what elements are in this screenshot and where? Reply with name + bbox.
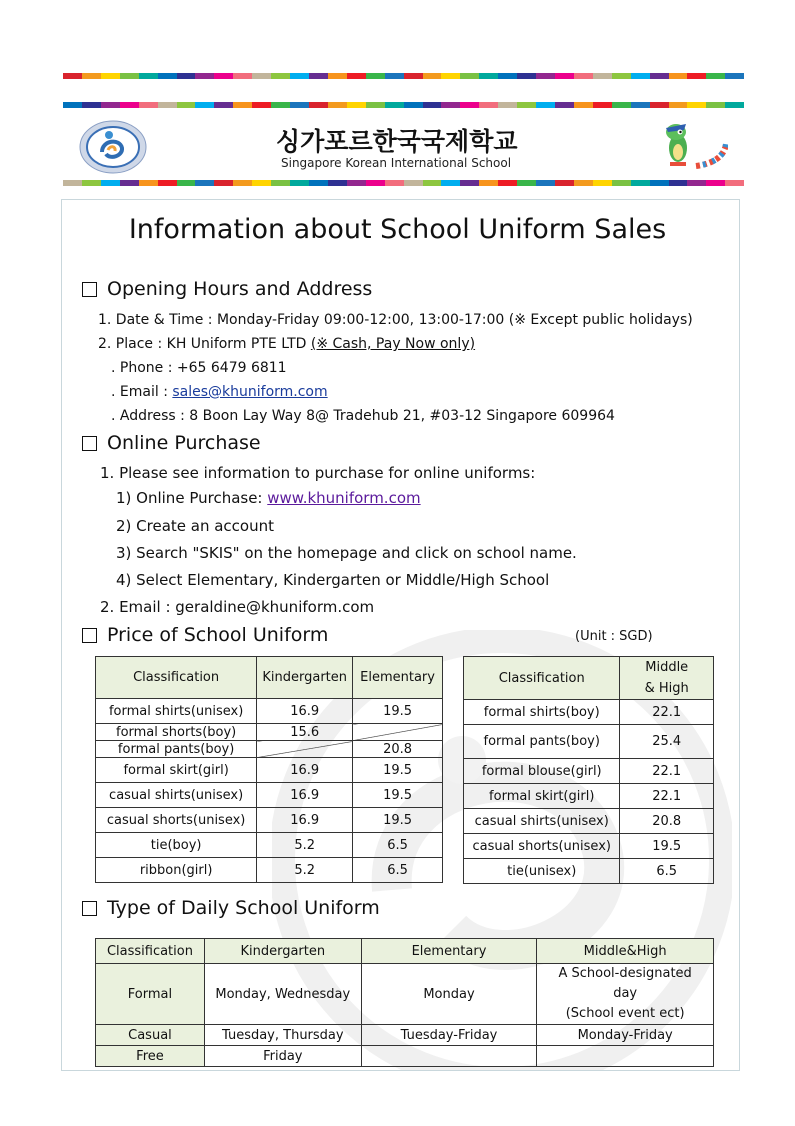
section-heading-text: Price of School Uniform [107, 624, 329, 646]
table-header-row [96, 939, 714, 964]
table-cell: 20.8 [353, 741, 443, 758]
stripe-segment [612, 102, 631, 108]
stripe-segment [574, 102, 593, 108]
section-opening-hours-heading [82, 278, 372, 300]
stripe-segment [195, 180, 214, 186]
table-row-free [96, 1046, 714, 1067]
stripe-segment [706, 180, 725, 186]
stripe-segment [498, 180, 517, 186]
cell-line: day [613, 986, 638, 1001]
stripe-segment [650, 180, 669, 186]
header-cell: Classification [96, 657, 257, 699]
school-emblem-icon [78, 120, 148, 174]
date-time-line: 1. Date & Time : Monday-Friday 09:00-12:00, 13:00-17:00 (※ Except public holidays) [98, 312, 693, 328]
stripe-segment [120, 73, 139, 79]
stripe-segment [725, 73, 744, 79]
table-cell: Friday [204, 1046, 361, 1067]
stripe-segment [555, 180, 574, 186]
table-cell: formal shorts(boy) [96, 724, 257, 741]
table-cell: tie(unisex) [464, 859, 620, 884]
cell-line: A School-designated [558, 966, 692, 981]
table-row [96, 833, 443, 858]
stripe-segment [612, 73, 631, 79]
row-label: Casual [96, 1025, 205, 1046]
table-row-casual [96, 1025, 714, 1046]
stripe-segment [290, 180, 309, 186]
online-intro-line: 1. Please see information to purchase for online uniforms: [100, 464, 536, 482]
table-row [464, 759, 714, 784]
stripe-segment [63, 102, 82, 108]
table-row-formal [96, 964, 714, 1025]
checkbox-icon [82, 436, 97, 451]
table-cell: 6.5 [620, 859, 714, 884]
stripe-segment [555, 73, 574, 79]
header-cell-middle-high [620, 657, 714, 700]
table-cell: 16.9 [257, 783, 353, 808]
place-text: 2. Place : KH Uniform PTE LTD [98, 336, 311, 352]
stripe-segment [328, 180, 347, 186]
table-cell: 22.1 [620, 700, 714, 725]
section-heading-text: Opening Hours and Address [107, 278, 373, 300]
online-step-4: 4) Select Elementary, Kindergarten or Middle/High School [116, 571, 550, 589]
stripe-segment [423, 180, 442, 186]
table-cell: casual shorts(unisex) [96, 808, 257, 833]
table-cell: 15.6 [257, 724, 353, 741]
address-line: . Address : 8 Boon Lay Way 8@ Tradehub 21, #03-12 Singapore 609964 [111, 408, 615, 424]
stripe-segment [139, 102, 158, 108]
stripe-segment [669, 180, 688, 186]
stripe-segment [460, 180, 479, 186]
table-cell: 19.5 [353, 758, 443, 783]
stripe-segment [328, 73, 347, 79]
table-header-row [464, 657, 714, 700]
stripe-segment [423, 102, 442, 108]
stripe-segment [214, 102, 233, 108]
header-stripe-middle [63, 102, 744, 108]
table-header-row [96, 657, 443, 699]
stripe-segment [404, 180, 423, 186]
price-table-kinder-elementary [95, 656, 443, 883]
table-row [464, 784, 714, 809]
table-row [464, 859, 714, 884]
stripe-segment [309, 102, 328, 108]
stripe-segment [536, 73, 555, 79]
stripe-segment [631, 102, 650, 108]
stripe-segment [120, 102, 139, 108]
table-row [96, 741, 443, 758]
stripe-segment [385, 180, 404, 186]
table-cell: 19.5 [620, 834, 714, 859]
stripe-segment [309, 180, 328, 186]
stripe-segment [347, 102, 366, 108]
stripe-segment [101, 102, 120, 108]
stripe-segment [271, 73, 290, 79]
stripe-segment [252, 102, 271, 108]
stripe-segment [687, 180, 706, 186]
stripe-segment [101, 73, 120, 79]
stripe-segment [441, 73, 460, 79]
table-cell-middle-high-formal [537, 964, 714, 1025]
stripe-segment [290, 102, 309, 108]
table-cell: 5.2 [257, 858, 353, 883]
table-cell: formal skirt(girl) [96, 758, 257, 783]
table-cell: 16.9 [257, 758, 353, 783]
stripe-segment [347, 180, 366, 186]
stripe-segment [479, 73, 498, 79]
row-label: Free [96, 1046, 205, 1067]
stripe-segment [725, 180, 744, 186]
khuniform-website-link[interactable]: www.khuniform.com [267, 489, 421, 507]
table-cell: tie(boy) [96, 833, 257, 858]
table-row [464, 700, 714, 725]
table-cell: Monday-Friday [537, 1025, 714, 1046]
stripe-segment [725, 102, 744, 108]
stripe-segment [309, 73, 328, 79]
stripe-segment [271, 102, 290, 108]
header-cell: Elementary [353, 657, 443, 699]
stripe-segment [63, 180, 82, 186]
stripe-segment [177, 180, 196, 186]
phone-line: . Phone : +65 6479 6811 [111, 360, 287, 376]
table-row [96, 724, 443, 741]
table-cell: Tuesday-Friday [361, 1025, 537, 1046]
section-daily-uniform-heading [82, 897, 380, 919]
stripe-segment [650, 102, 669, 108]
table-row [96, 808, 443, 833]
section-heading-text: Type of Daily School Uniform [107, 897, 380, 919]
stripe-segment [687, 102, 706, 108]
stripe-segment [498, 73, 517, 79]
row-label: Formal [96, 964, 205, 1025]
header-cell: Middle&High [537, 939, 714, 964]
checkbox-icon [82, 628, 97, 643]
header-cell: Kindergarten [204, 939, 361, 964]
section-online-purchase-heading [82, 432, 261, 454]
stripe-segment [233, 180, 252, 186]
stripe-segment [479, 102, 498, 108]
checkbox-icon [82, 901, 97, 916]
place-line [98, 336, 475, 352]
stripe-segment [498, 102, 517, 108]
stripe-segment [101, 180, 120, 186]
stripe-segment [706, 73, 725, 79]
sales-email-link[interactable]: sales@khuniform.com [172, 384, 328, 400]
stripe-segment [536, 102, 555, 108]
header-cell: Classification [464, 657, 620, 700]
table-cell: 25.4 [620, 725, 714, 759]
table-cell: 19.5 [353, 808, 443, 833]
stripe-segment [252, 73, 271, 79]
table-row [96, 858, 443, 883]
stripe-segment [177, 102, 196, 108]
stripe-segment [517, 180, 536, 186]
stripe-segment [593, 73, 612, 79]
table-cell: formal pants(boy) [96, 741, 257, 758]
table-row [96, 758, 443, 783]
stripe-segment [460, 73, 479, 79]
place-payment-note: (※ Cash, Pay Now only) [310, 336, 476, 352]
section-price-heading [82, 624, 328, 646]
section-heading-text: Online Purchase [107, 432, 261, 454]
price-table-middle-high [463, 656, 714, 884]
cell-line: (School event ect) [565, 1006, 685, 1021]
stripe-segment [347, 73, 366, 79]
header-stripe-top [63, 73, 744, 79]
email-line [111, 384, 328, 400]
stripe-segment [706, 102, 725, 108]
stripe-segment [687, 73, 706, 79]
table-cell: formal blouse(girl) [464, 759, 620, 784]
table-cell: 6.5 [353, 833, 443, 858]
header-stripe-bottom [63, 180, 744, 186]
online-step-3: 3) Search "SKIS" on the homepage and click on school name. [116, 544, 577, 562]
table-cell: 22.1 [620, 759, 714, 784]
table-cell [537, 1046, 714, 1067]
table-cell: casual shirts(unisex) [464, 809, 620, 834]
table-cell: 19.5 [353, 783, 443, 808]
stripe-segment [612, 180, 631, 186]
table-row [96, 699, 443, 724]
stripe-segment [555, 102, 574, 108]
stripe-segment [517, 102, 536, 108]
stripe-segment [252, 180, 271, 186]
stripe-segment [460, 102, 479, 108]
table-cell: 5.2 [257, 833, 353, 858]
stripe-segment [82, 102, 101, 108]
stripe-segment [177, 73, 196, 79]
table-cell: formal pants(boy) [464, 725, 620, 759]
stripe-segment [441, 102, 460, 108]
table-row [96, 783, 443, 808]
stripe-segment [385, 73, 404, 79]
stripe-segment [669, 73, 688, 79]
stripe-segment [404, 102, 423, 108]
table-cell-not-available [257, 741, 353, 758]
table-cell: 20.8 [620, 809, 714, 834]
stripe-segment [233, 102, 252, 108]
table-cell: casual shirts(unisex) [96, 783, 257, 808]
stripe-segment [593, 102, 612, 108]
school-name-english: Singapore Korean International School [281, 156, 512, 170]
table-cell [361, 1046, 537, 1067]
stripe-segment [536, 180, 555, 186]
stripe-segment [158, 73, 177, 79]
stripe-segment [404, 73, 423, 79]
table-cell: 19.5 [353, 699, 443, 724]
stripe-segment [214, 73, 233, 79]
stripe-segment [593, 180, 612, 186]
stripe-segment [139, 73, 158, 79]
table-cell: formal shirts(boy) [464, 700, 620, 725]
stripe-segment [366, 102, 385, 108]
table-cell: formal skirt(girl) [464, 784, 620, 809]
table-cell: Monday [361, 964, 537, 1025]
stripe-segment [290, 73, 309, 79]
stripe-segment [631, 73, 650, 79]
header-cell: Kindergarten [257, 657, 353, 699]
stripe-segment [423, 73, 442, 79]
online-step-2: 2) Create an account [116, 517, 274, 535]
online-step-1 [116, 489, 421, 507]
step-1-text: 1) Online Purchase: [116, 489, 268, 507]
stripe-segment [366, 180, 385, 186]
stripe-segment [120, 180, 139, 186]
checkbox-icon [82, 282, 97, 297]
table-cell: 6.5 [353, 858, 443, 883]
school-name-korean: 싱가포르한국국제학교 [276, 127, 518, 156]
table-cell: 16.9 [257, 699, 353, 724]
table-cell: Monday, Wednesday [204, 964, 361, 1025]
mascot-icon [656, 118, 728, 172]
table-row [464, 725, 714, 759]
stripe-segment [650, 73, 669, 79]
stripe-segment [366, 73, 385, 79]
table-cell: Tuesday, Thursday [204, 1025, 361, 1046]
email-label: . Email : [111, 384, 173, 400]
table-cell: 16.9 [257, 808, 353, 833]
online-email-line: 2. Email : geraldine@khuniform.com [100, 598, 375, 616]
stripe-segment [328, 102, 347, 108]
header-cell: Classification [96, 939, 205, 964]
stripe-segment [574, 180, 593, 186]
stripe-segment [271, 180, 290, 186]
stripe-segment [669, 102, 688, 108]
stripe-segment [158, 102, 177, 108]
page-title: Information about School Uniform Sales [128, 214, 667, 245]
header-cell: Elementary [361, 939, 537, 964]
price-unit-label: (Unit : SGD) [575, 629, 653, 644]
table-cell: 22.1 [620, 784, 714, 809]
table-cell: formal shirts(unisex) [96, 699, 257, 724]
stripe-segment [195, 73, 214, 79]
stripe-segment [214, 180, 233, 186]
stripe-segment [479, 180, 498, 186]
stripe-segment [631, 180, 650, 186]
stripe-segment [82, 73, 101, 79]
stripe-segment [139, 180, 158, 186]
header-line: Middle [645, 660, 689, 675]
table-cell-not-available [353, 724, 443, 741]
table-row [464, 809, 714, 834]
daily-uniform-table [95, 938, 714, 1067]
stripe-segment [195, 102, 214, 108]
stripe-segment [517, 73, 536, 79]
stripe-segment [441, 180, 460, 186]
stripe-segment [63, 73, 82, 79]
table-row [464, 834, 714, 859]
stripe-segment [574, 73, 593, 79]
stripe-segment [385, 102, 404, 108]
stripe-segment [82, 180, 101, 186]
table-cell: casual shorts(unisex) [464, 834, 620, 859]
header-line: & High [644, 681, 689, 696]
stripe-segment [233, 73, 252, 79]
stripe-segment [158, 180, 177, 186]
table-cell: ribbon(girl) [96, 858, 257, 883]
